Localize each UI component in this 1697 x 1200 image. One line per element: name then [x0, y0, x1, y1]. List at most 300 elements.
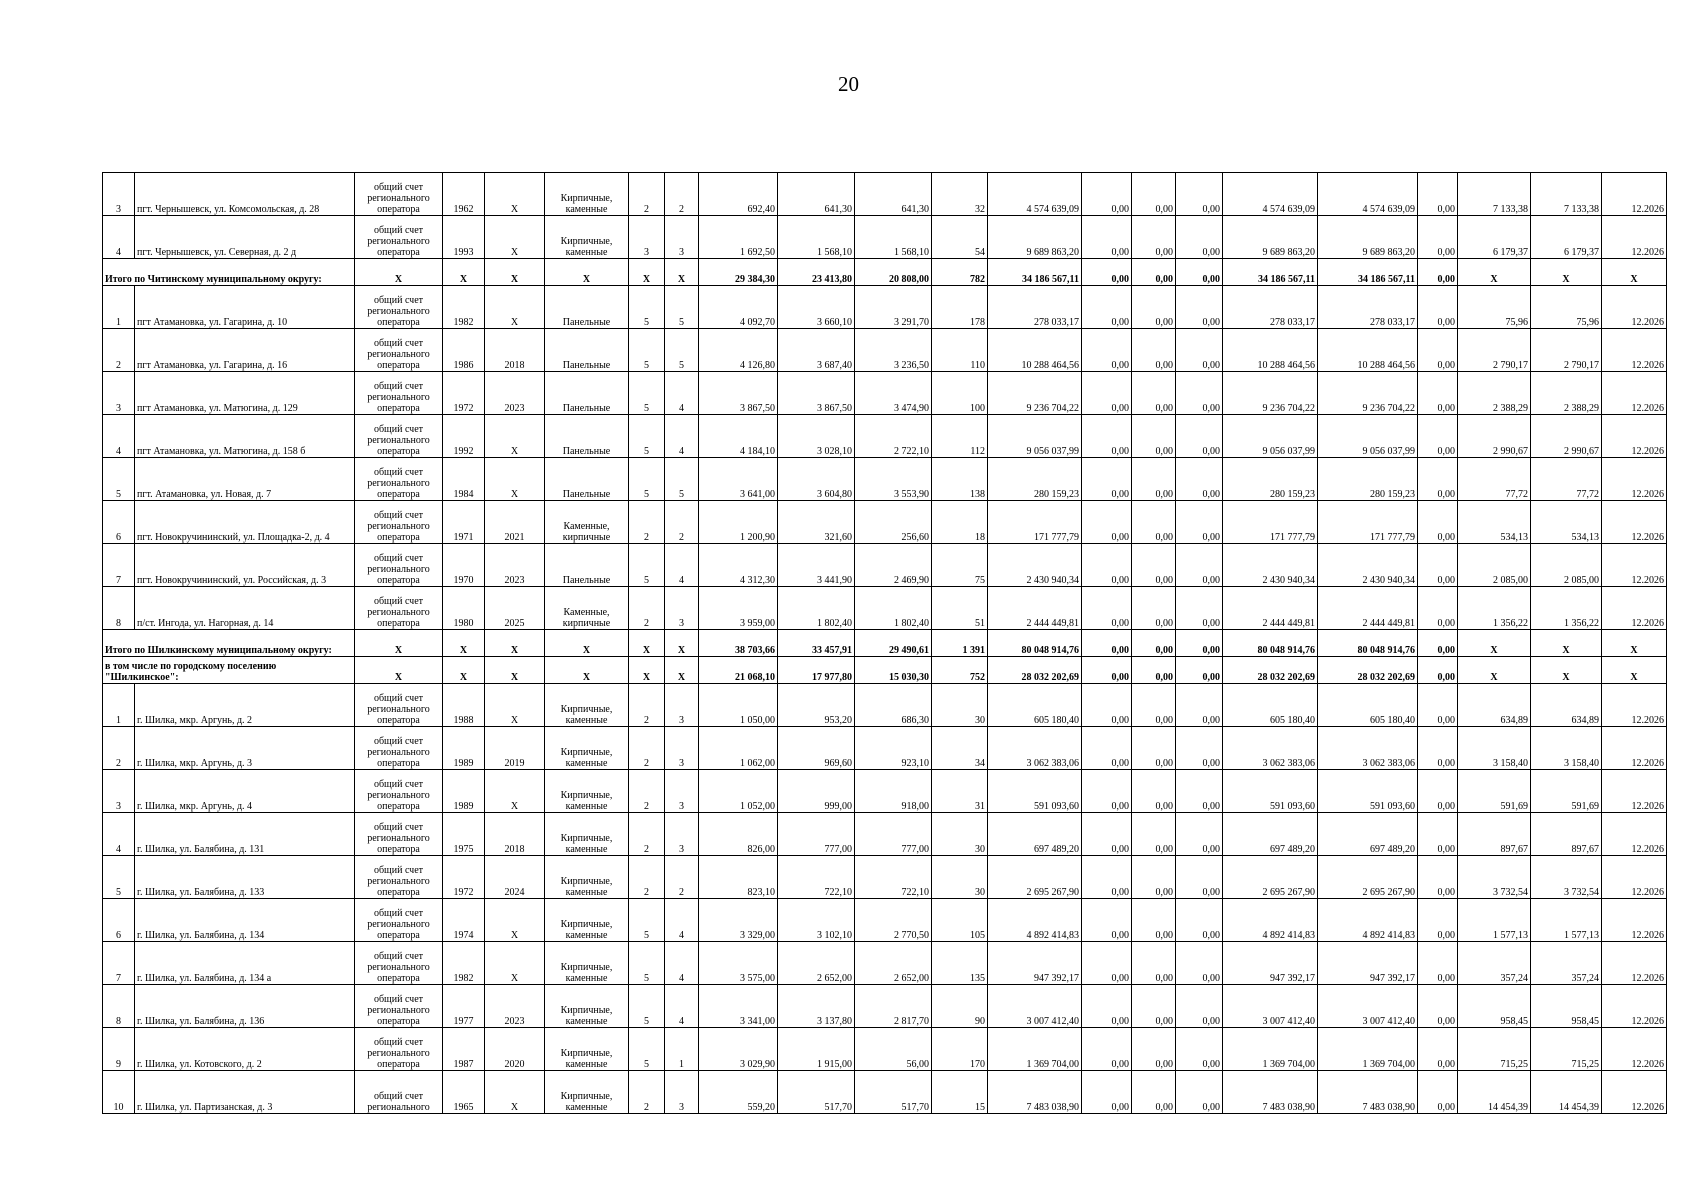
cell-residents: 782 [932, 259, 988, 286]
cell-fund-federal: 0,00 [1082, 985, 1132, 1028]
table-row [103, 501, 1667, 544]
table-row [103, 1028, 1667, 1071]
cell-unit-cost-limit: 534,13 [1531, 501, 1602, 544]
cell-unit-cost-limit: 6 179,37 [1531, 216, 1602, 259]
cell-area-total: 29 384,30 [699, 259, 778, 286]
cell-deadline: 12.2026 [1602, 415, 1667, 458]
cell-cost-total: 9 056 037,99 [988, 415, 1082, 458]
cell-fund-owners-total: 4 574 639,09 [1318, 173, 1418, 216]
cell-fund-federal: 0,00 [1082, 329, 1132, 372]
cell-unit-cost: 6 179,37 [1458, 216, 1531, 259]
cell-fund-owners-total: 697 489,20 [1318, 813, 1418, 856]
cell-deadline: 12.2026 [1602, 286, 1667, 329]
cell-fund-other: 0,00 [1418, 630, 1458, 657]
cell-fund-regional: 0,00 [1132, 458, 1176, 501]
cell-residents: 138 [932, 458, 988, 501]
cell-area-premises: 999,00 [778, 770, 855, 813]
cell-address: пгт Атамановка, ул. Гагарина, д. 16 [135, 329, 355, 372]
cell-row-number: 7 [103, 942, 135, 985]
cell-floors: 5 [629, 985, 665, 1028]
cell-cost-total: 7 483 038,90 [988, 1071, 1082, 1114]
cell-area-total: 4 126,80 [699, 329, 778, 372]
cell-fund-owners-total: 2 444 449,81 [1318, 587, 1418, 630]
cell-account-type: общий счет регионального оператора [355, 856, 443, 899]
cell-area-total: 1 052,00 [699, 770, 778, 813]
cell-floors: 5 [629, 329, 665, 372]
cell-area-total: 4 092,70 [699, 286, 778, 329]
cell-year-built: 1975 [443, 813, 485, 856]
cell-cost-total: 278 033,17 [988, 286, 1082, 329]
cell-floors: 2 [629, 173, 665, 216]
cell-area-total: 1 200,90 [699, 501, 778, 544]
cell-account-type: общий счет регионального оператора [355, 372, 443, 415]
cell-residents: 15 [932, 1071, 988, 1114]
cell-entrances: X [665, 657, 699, 684]
cell-year-built: 1980 [443, 587, 485, 630]
cell-fund-owners: 278 033,17 [1223, 286, 1318, 329]
cell-deadline: 12.2026 [1602, 770, 1667, 813]
cell-fund-municipal: 0,00 [1176, 985, 1223, 1028]
cell-fund-other: 0,00 [1418, 942, 1458, 985]
cell-entrances: 5 [665, 458, 699, 501]
cell-wall-material: Кирпичные, каменные [545, 1028, 629, 1071]
cell-area-residential: 2 817,70 [855, 985, 932, 1028]
cell-area-residential: 29 490,61 [855, 630, 932, 657]
cell-fund-federal: 0,00 [1082, 657, 1132, 684]
cell-area-premises: 969,60 [778, 727, 855, 770]
cell-address: пгт. Чернышевск, ул. Комсомольская, д. 28 [135, 173, 355, 216]
cell-residents: 100 [932, 372, 988, 415]
cell-wall-material: Кирпичные, каменные [545, 1071, 629, 1114]
cell-unit-cost-limit: 1 577,13 [1531, 899, 1602, 942]
cell-unit-cost: 715,25 [1458, 1028, 1531, 1071]
cell-fund-federal: 0,00 [1082, 173, 1132, 216]
cell-year-last-repair: X [485, 1071, 545, 1114]
cell-row-number: 4 [103, 813, 135, 856]
cell-cost-total: 3 062 383,06 [988, 727, 1082, 770]
cell-account-type: общий счет регионального оператора [355, 985, 443, 1028]
subtotal-row [103, 630, 1667, 657]
cell-address: г. Шилка, ул. Партизанская, д. 3 [135, 1071, 355, 1114]
cell-row-number: 2 [103, 727, 135, 770]
cell-entrances: 4 [665, 544, 699, 587]
cell-fund-municipal: 0,00 [1176, 372, 1223, 415]
cell-wall-material: X [545, 259, 629, 286]
cell-unit-cost: 3 732,54 [1458, 856, 1531, 899]
cell-wall-material: Кирпичные, каменные [545, 942, 629, 985]
cell-address: г. Шилка, ул. Балябина, д. 134 а [135, 942, 355, 985]
cell-fund-other: 0,00 [1418, 813, 1458, 856]
cell-deadline: X [1602, 259, 1667, 286]
cell-fund-regional: 0,00 [1132, 415, 1176, 458]
cell-fund-regional: 0,00 [1132, 770, 1176, 813]
cell-year-built: X [443, 630, 485, 657]
cell-year-built: 1970 [443, 544, 485, 587]
cell-deadline: X [1602, 657, 1667, 684]
cell-cost-total: 28 032 202,69 [988, 657, 1082, 684]
cell-cost-total: 9 236 704,22 [988, 372, 1082, 415]
cell-area-premises: 3 660,10 [778, 286, 855, 329]
cell-year-last-repair: X [485, 942, 545, 985]
cell-account-type: общий счет регионального оператора [355, 942, 443, 985]
cell-fund-regional: 0,00 [1132, 856, 1176, 899]
cell-fund-municipal: 0,00 [1176, 813, 1223, 856]
cell-cost-total: 171 777,79 [988, 501, 1082, 544]
cell-deadline: 12.2026 [1602, 372, 1667, 415]
cell-row-number: 3 [103, 770, 135, 813]
cell-residents: 1 391 [932, 630, 988, 657]
cell-row-number: 3 [103, 173, 135, 216]
cell-year-last-repair: X [485, 770, 545, 813]
cell-row-number: 5 [103, 458, 135, 501]
cell-entrances: 3 [665, 770, 699, 813]
page-number: 20 [838, 72, 859, 96]
cell-fund-other: 0,00 [1418, 684, 1458, 727]
table-row [103, 813, 1667, 856]
cell-fund-municipal: 0,00 [1176, 458, 1223, 501]
cell-residents: 34 [932, 727, 988, 770]
cell-fund-owners-total: 605 180,40 [1318, 684, 1418, 727]
cell-area-total: 4 312,30 [699, 544, 778, 587]
cell-account-type: X [355, 630, 443, 657]
cell-fund-regional: 0,00 [1132, 727, 1176, 770]
cell-fund-regional: 0,00 [1132, 657, 1176, 684]
cell-entrances: 2 [665, 856, 699, 899]
cell-fund-owners-total: 591 093,60 [1318, 770, 1418, 813]
cell-year-last-repair: X [485, 657, 545, 684]
table-body [103, 173, 1667, 1114]
cell-unit-cost: 14 454,39 [1458, 1071, 1531, 1114]
cell-deadline: 12.2026 [1602, 727, 1667, 770]
cell-year-built: 1982 [443, 286, 485, 329]
cell-cost-total: 3 007 412,40 [988, 985, 1082, 1028]
cell-entrances: 3 [665, 1071, 699, 1114]
cell-fund-other: 0,00 [1418, 501, 1458, 544]
subtotal-label: Итого по Читинскому муниципальному округу: [103, 259, 355, 286]
cell-fund-owners: 2 695 267,90 [1223, 856, 1318, 899]
cell-fund-owners: 9 689 863,20 [1223, 216, 1318, 259]
cell-year-last-repair: 2023 [485, 544, 545, 587]
cell-area-total: 823,10 [699, 856, 778, 899]
cell-unit-cost-limit: X [1531, 259, 1602, 286]
cell-area-total: 1 050,00 [699, 684, 778, 727]
cell-entrances: 3 [665, 813, 699, 856]
cell-floors: 5 [629, 899, 665, 942]
cell-area-residential: 918,00 [855, 770, 932, 813]
cell-area-residential: 3 474,90 [855, 372, 932, 415]
cell-year-last-repair: X [485, 458, 545, 501]
cell-deadline: 12.2026 [1602, 684, 1667, 727]
cell-area-residential: 777,00 [855, 813, 932, 856]
cell-fund-other: 0,00 [1418, 770, 1458, 813]
cell-row-number: 1 [103, 286, 135, 329]
cell-year-built: 1982 [443, 942, 485, 985]
cell-year-built: 1977 [443, 985, 485, 1028]
cell-account-type: общий счет регионального оператора [355, 770, 443, 813]
cell-residents: 170 [932, 1028, 988, 1071]
cell-entrances: 4 [665, 899, 699, 942]
cell-cost-total: 280 159,23 [988, 458, 1082, 501]
cell-address: пгт Атамановка, ул. Матюгина, д. 158 б [135, 415, 355, 458]
cell-fund-owners: 3 062 383,06 [1223, 727, 1318, 770]
cell-fund-owners-total: 9 689 863,20 [1318, 216, 1418, 259]
cell-account-type: общий счет регионального оператора [355, 544, 443, 587]
cell-year-built: 1971 [443, 501, 485, 544]
cell-year-last-repair: X [485, 216, 545, 259]
cell-unit-cost-limit: X [1531, 657, 1602, 684]
cell-wall-material: Кирпичные, каменные [545, 684, 629, 727]
cell-unit-cost-limit: 75,96 [1531, 286, 1602, 329]
subtotal-label: Итого по Шилкинскому муниципальному округу: [103, 630, 355, 657]
cell-wall-material: Кирпичные, каменные [545, 173, 629, 216]
cell-unit-cost-limit: 591,69 [1531, 770, 1602, 813]
cell-area-residential: 1 568,10 [855, 216, 932, 259]
cell-wall-material: Кирпичные, каменные [545, 899, 629, 942]
cell-area-total: 3 329,00 [699, 899, 778, 942]
cell-year-built: 1962 [443, 173, 485, 216]
cell-row-number: 8 [103, 587, 135, 630]
cell-residents: 752 [932, 657, 988, 684]
cell-fund-other: 0,00 [1418, 259, 1458, 286]
cell-area-residential: 20 808,00 [855, 259, 932, 286]
subtotal-row [103, 259, 1667, 286]
cell-fund-federal: 0,00 [1082, 286, 1132, 329]
cell-fund-municipal: 0,00 [1176, 942, 1223, 985]
cell-deadline: 12.2026 [1602, 856, 1667, 899]
cell-fund-owners: 171 777,79 [1223, 501, 1318, 544]
cell-year-last-repair: 2018 [485, 329, 545, 372]
cell-area-premises: 33 457,91 [778, 630, 855, 657]
table-row [103, 899, 1667, 942]
cell-fund-owners-total: 28 032 202,69 [1318, 657, 1418, 684]
cell-area-premises: 1 568,10 [778, 216, 855, 259]
cell-entrances: 2 [665, 173, 699, 216]
cell-fund-owners-total: 7 483 038,90 [1318, 1071, 1418, 1114]
cell-year-built: 1974 [443, 899, 485, 942]
cell-fund-owners: 80 048 914,76 [1223, 630, 1318, 657]
cell-address: г. Шилка, мкр. Аргунь, д. 3 [135, 727, 355, 770]
cell-residents: 75 [932, 544, 988, 587]
cell-unit-cost-limit: 3 158,40 [1531, 727, 1602, 770]
cell-fund-municipal: 0,00 [1176, 1071, 1223, 1114]
cell-fund-municipal: 0,00 [1176, 770, 1223, 813]
cell-deadline: X [1602, 630, 1667, 657]
cell-entrances: 3 [665, 727, 699, 770]
cell-year-last-repair: X [485, 173, 545, 216]
cell-area-total: 826,00 [699, 813, 778, 856]
cell-floors: 2 [629, 813, 665, 856]
cell-area-premises: 641,30 [778, 173, 855, 216]
cell-fund-municipal: 0,00 [1176, 1028, 1223, 1071]
table-row [103, 286, 1667, 329]
cell-unit-cost: X [1458, 259, 1531, 286]
cell-area-premises: 3 867,50 [778, 372, 855, 415]
cell-fund-owners: 2 430 940,34 [1223, 544, 1318, 587]
cell-fund-municipal: 0,00 [1176, 173, 1223, 216]
cell-entrances: X [665, 259, 699, 286]
cell-year-last-repair: X [485, 415, 545, 458]
cell-fund-federal: 0,00 [1082, 856, 1132, 899]
cell-area-total: 3 641,00 [699, 458, 778, 501]
cell-deadline: 12.2026 [1602, 544, 1667, 587]
cell-area-residential: 2 770,50 [855, 899, 932, 942]
cell-year-built: 1992 [443, 415, 485, 458]
cell-entrances: 4 [665, 942, 699, 985]
cell-area-premises: 517,70 [778, 1071, 855, 1114]
cell-fund-municipal: 0,00 [1176, 587, 1223, 630]
cell-floors: 5 [629, 372, 665, 415]
cell-area-premises: 3 441,90 [778, 544, 855, 587]
cell-fund-regional: 0,00 [1132, 813, 1176, 856]
cell-floors: 5 [629, 458, 665, 501]
cell-year-built: 1972 [443, 372, 485, 415]
cell-fund-owners-total: 1 369 704,00 [1318, 1028, 1418, 1071]
cell-account-type: общий счет регионального оператора [355, 286, 443, 329]
cell-year-last-repair: X [485, 684, 545, 727]
cell-fund-other: 0,00 [1418, 329, 1458, 372]
cell-row-number: 2 [103, 329, 135, 372]
cell-fund-owners-total: 9 056 037,99 [1318, 415, 1418, 458]
cell-unit-cost-limit: 357,24 [1531, 942, 1602, 985]
cell-fund-municipal: 0,00 [1176, 544, 1223, 587]
cell-year-built: 1965 [443, 1071, 485, 1114]
cell-fund-regional: 0,00 [1132, 216, 1176, 259]
cell-account-type: общий счет регионального оператора [355, 684, 443, 727]
cell-area-residential: 256,60 [855, 501, 932, 544]
cell-cost-total: 80 048 914,76 [988, 630, 1082, 657]
cell-account-type: общий счет регионального [355, 1071, 443, 1114]
cell-fund-other: 0,00 [1418, 286, 1458, 329]
cell-fund-regional: 0,00 [1132, 544, 1176, 587]
cell-area-residential: 15 030,30 [855, 657, 932, 684]
cell-unit-cost: 897,67 [1458, 813, 1531, 856]
cell-area-residential: 3 236,50 [855, 329, 932, 372]
cell-year-built: 1987 [443, 1028, 485, 1071]
cell-fund-owners: 4 892 414,83 [1223, 899, 1318, 942]
cell-area-residential: 56,00 [855, 1028, 932, 1071]
cell-residents: 110 [932, 329, 988, 372]
cell-area-residential: 3 291,70 [855, 286, 932, 329]
cell-fund-regional: 0,00 [1132, 587, 1176, 630]
cell-unit-cost: 77,72 [1458, 458, 1531, 501]
cell-wall-material: Панельные [545, 329, 629, 372]
cell-area-premises: 321,60 [778, 501, 855, 544]
cell-fund-federal: 0,00 [1082, 544, 1132, 587]
cell-fund-owners: 7 483 038,90 [1223, 1071, 1318, 1114]
cell-fund-federal: 0,00 [1082, 899, 1132, 942]
cell-area-premises: 3 687,40 [778, 329, 855, 372]
cell-row-number: 4 [103, 415, 135, 458]
cell-fund-federal: 0,00 [1082, 727, 1132, 770]
cell-fund-owners: 591 093,60 [1223, 770, 1318, 813]
cell-address: пгт. Новокручининский, ул. Российская, д. 3 [135, 544, 355, 587]
cell-year-last-repair: 2024 [485, 856, 545, 899]
cell-fund-municipal: 0,00 [1176, 501, 1223, 544]
cell-area-total: 21 068,10 [699, 657, 778, 684]
cell-account-type: общий счет регионального оператора [355, 1028, 443, 1071]
cell-fund-federal: 0,00 [1082, 1028, 1132, 1071]
cell-area-residential: 722,10 [855, 856, 932, 899]
cell-fund-federal: 0,00 [1082, 415, 1132, 458]
cell-residents: 105 [932, 899, 988, 942]
cell-area-total: 3 029,90 [699, 1028, 778, 1071]
cell-cost-total: 2 430 940,34 [988, 544, 1082, 587]
cell-account-type: общий счет регионального оператора [355, 501, 443, 544]
cell-year-built: 1993 [443, 216, 485, 259]
cell-unit-cost: 2 388,29 [1458, 372, 1531, 415]
cell-wall-material: Каменные, кирпичные [545, 501, 629, 544]
cell-unit-cost: 591,69 [1458, 770, 1531, 813]
cell-fund-owners-total: 947 392,17 [1318, 942, 1418, 985]
cell-floors: 2 [629, 587, 665, 630]
cell-area-total: 4 184,10 [699, 415, 778, 458]
cell-residents: 135 [932, 942, 988, 985]
cell-wall-material: Панельные [545, 372, 629, 415]
table-row [103, 458, 1667, 501]
cell-wall-material: X [545, 657, 629, 684]
cell-fund-federal: 0,00 [1082, 501, 1132, 544]
cell-entrances: 3 [665, 587, 699, 630]
cell-fund-municipal: 0,00 [1176, 657, 1223, 684]
cell-row-number: 7 [103, 544, 135, 587]
cell-year-last-repair: 2021 [485, 501, 545, 544]
cell-cost-total: 605 180,40 [988, 684, 1082, 727]
cell-year-last-repair: 2023 [485, 372, 545, 415]
cell-area-premises: 722,10 [778, 856, 855, 899]
cell-area-residential: 641,30 [855, 173, 932, 216]
cell-fund-owners-total: 10 288 464,56 [1318, 329, 1418, 372]
cell-account-type: общий счет регионального оператора [355, 415, 443, 458]
cell-unit-cost: 75,96 [1458, 286, 1531, 329]
cell-account-type: общий счет регионального оператора [355, 813, 443, 856]
cell-deadline: 12.2026 [1602, 985, 1667, 1028]
cell-account-type: общий счет регионального оператора [355, 727, 443, 770]
cell-floors: X [629, 259, 665, 286]
cell-area-premises: 23 413,80 [778, 259, 855, 286]
cell-wall-material: Панельные [545, 544, 629, 587]
cell-area-total: 1 692,50 [699, 216, 778, 259]
cell-deadline: 12.2026 [1602, 587, 1667, 630]
cell-unit-cost: 634,89 [1458, 684, 1531, 727]
cell-deadline: 12.2026 [1602, 1071, 1667, 1114]
cell-residents: 30 [932, 813, 988, 856]
cell-area-premises: 953,20 [778, 684, 855, 727]
table-row [103, 942, 1667, 985]
cell-address: г. Шилка, мкр. Аргунь, д. 2 [135, 684, 355, 727]
cell-row-number: 5 [103, 856, 135, 899]
cell-wall-material: Кирпичные, каменные [545, 856, 629, 899]
cell-fund-other: 0,00 [1418, 415, 1458, 458]
cell-fund-regional: 0,00 [1132, 501, 1176, 544]
cell-fund-federal: 0,00 [1082, 684, 1132, 727]
cell-unit-cost: 1 577,13 [1458, 899, 1531, 942]
table-row [103, 1071, 1667, 1114]
cell-unit-cost: 357,24 [1458, 942, 1531, 985]
cell-fund-other: 0,00 [1418, 587, 1458, 630]
cell-row-number: 10 [103, 1071, 135, 1114]
cell-wall-material: Кирпичные, каменные [545, 727, 629, 770]
cell-cost-total: 2 444 449,81 [988, 587, 1082, 630]
subtotal-row [103, 657, 1667, 684]
cell-address: г. Шилка, ул. Балябина, д. 136 [135, 985, 355, 1028]
cell-fund-owners-total: 2 430 940,34 [1318, 544, 1418, 587]
cell-deadline: 12.2026 [1602, 173, 1667, 216]
cell-floors: 5 [629, 286, 665, 329]
cell-area-premises: 2 652,00 [778, 942, 855, 985]
cell-wall-material: Кирпичные, каменные [545, 813, 629, 856]
cell-area-premises: 1 802,40 [778, 587, 855, 630]
cell-fund-other: 0,00 [1418, 985, 1458, 1028]
